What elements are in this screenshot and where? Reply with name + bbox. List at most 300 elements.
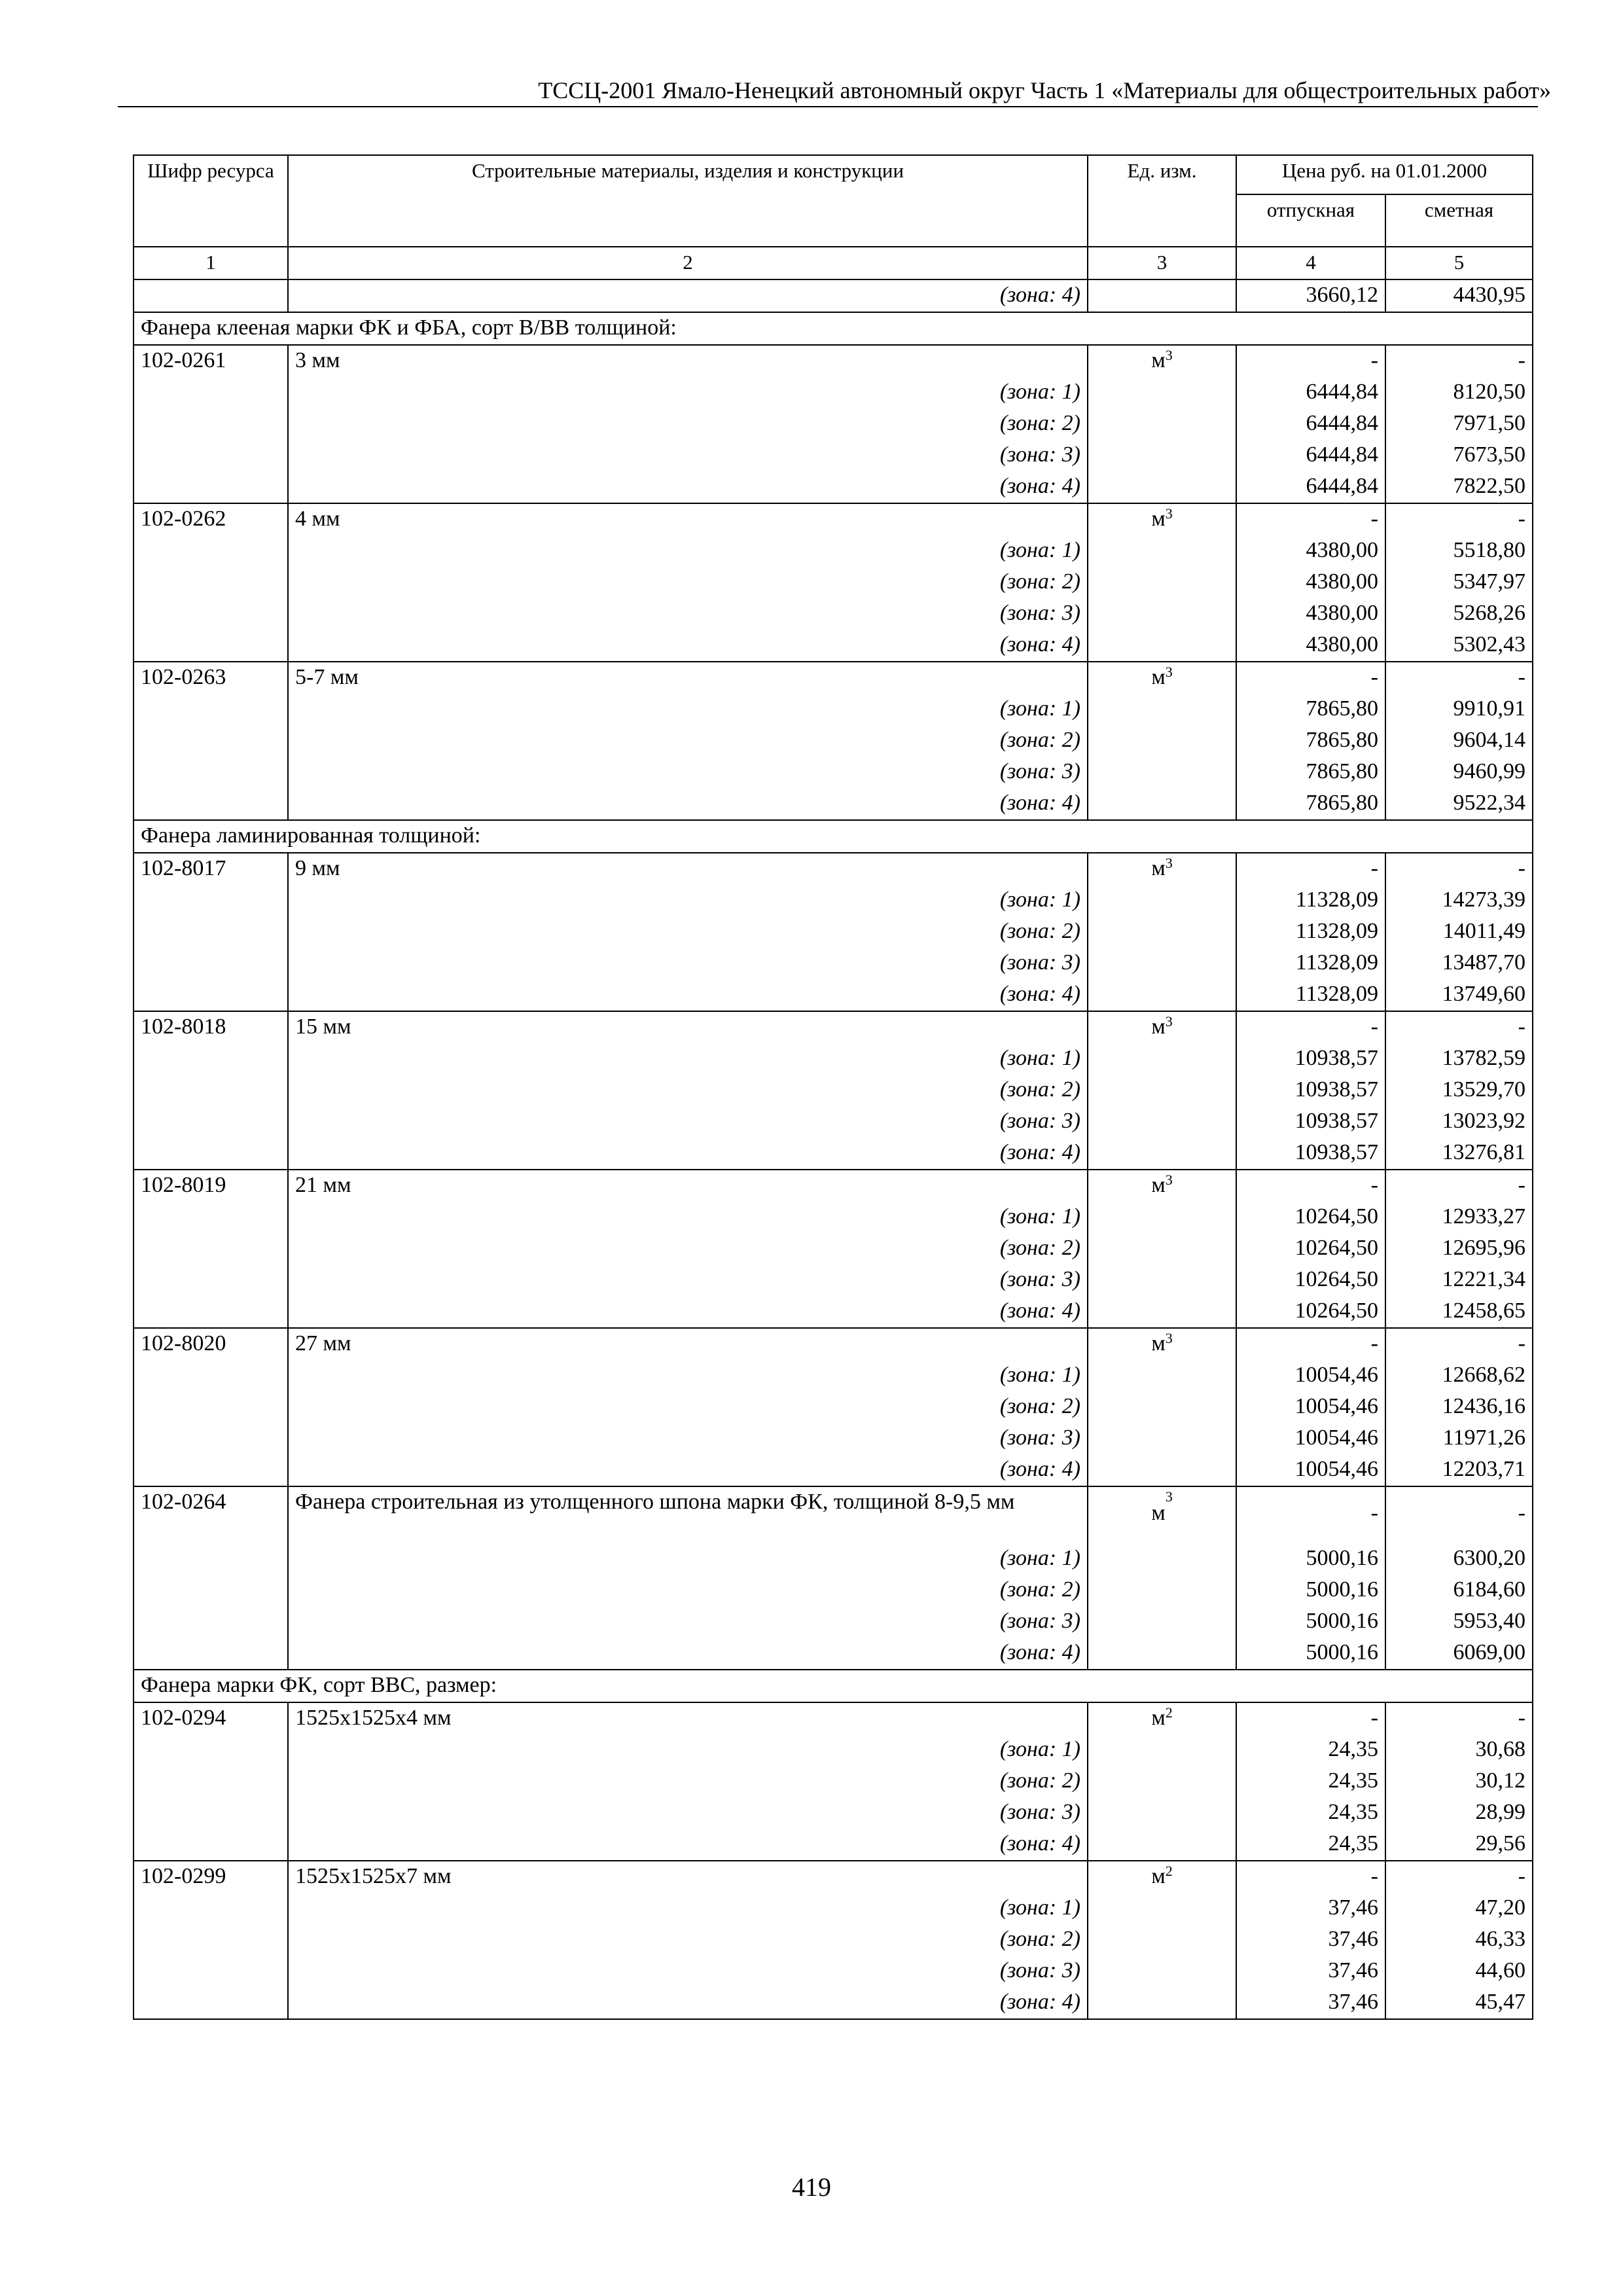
zone-price-row [134, 1265, 1533, 1296]
zone-price-row [134, 1360, 1533, 1391]
header-name: Строительные материалы, изделия и конструкции [288, 155, 1088, 247]
unit-cell [1088, 1797, 1236, 1829]
resource-code-cell [134, 440, 288, 471]
resource-code-cell [134, 1734, 288, 1766]
resource-row [134, 1011, 1533, 1043]
unit-cell [1088, 1734, 1236, 1766]
unit-power: 3 [1165, 1330, 1173, 1346]
release-price: - [1236, 503, 1385, 535]
release-price: - [1236, 1702, 1385, 1734]
release-price: - [1236, 662, 1385, 694]
resource-row [134, 1328, 1533, 1360]
unit-symbol: м [1151, 348, 1166, 372]
estimate-price: 45,47 [1385, 1987, 1533, 2019]
resource-code-cell [134, 1391, 288, 1423]
zone-price-row [134, 1575, 1533, 1606]
unit-power: 3 [1165, 664, 1173, 680]
zone-price-row [134, 1829, 1533, 1861]
unit-cell [1088, 440, 1236, 471]
resource-code: 102-0264 [134, 1486, 288, 1543]
resource-row [134, 1486, 1533, 1543]
zone-label: (зона: 2) [288, 1766, 1088, 1797]
estimate-price: 12458,65 [1385, 1296, 1533, 1328]
zone-label: (зона: 4) [288, 1987, 1088, 2019]
unit-cell [1088, 885, 1236, 916]
release-price: 7865,80 [1236, 788, 1385, 820]
zone-price-row [134, 1543, 1533, 1575]
unit-cell [1088, 725, 1236, 757]
resource-code-cell [134, 598, 288, 630]
zone-label: (зона: 3) [288, 1265, 1088, 1296]
unit-cell [1088, 1924, 1236, 1956]
zone-price-row [134, 948, 1533, 979]
release-price: - [1236, 1170, 1385, 1202]
resource-code-cell [134, 1606, 288, 1638]
unit-cell [1088, 916, 1236, 948]
zone-label: (зона: 2) [288, 1575, 1088, 1606]
zone-price-row [134, 788, 1533, 820]
unit-power: 3 [1165, 505, 1173, 522]
estimate-price: - [1385, 345, 1533, 377]
zone-price-row [134, 725, 1533, 757]
zone-label: (зона: 1) [288, 1893, 1088, 1924]
resource-code-cell [134, 1202, 288, 1233]
resource-name: 1525x1525x7 мм [288, 1861, 1088, 1893]
estimate-price: 13782,59 [1385, 1043, 1533, 1075]
zone-price-row [134, 757, 1533, 788]
resource-code-cell [134, 1924, 288, 1956]
unit-of-measure [1088, 1486, 1236, 1543]
resource-code: 102-8020 [134, 1328, 288, 1360]
resource-code-cell [134, 948, 288, 979]
zone-label: (зона: 4) [288, 1454, 1088, 1486]
resource-name: 27 мм [288, 1328, 1088, 1360]
release-price: 37,46 [1236, 1987, 1385, 2019]
header-rule [118, 106, 1538, 107]
unit-symbol: м [1151, 1706, 1166, 1730]
zone-label: (зона: 2) [288, 1233, 1088, 1265]
resource-code-cell [134, 1893, 288, 1924]
zone-price-row [134, 1893, 1533, 1924]
column-number-5: 5 [1385, 247, 1533, 279]
zone-price-row [134, 630, 1533, 662]
zone-label: (зона: 3) [288, 1797, 1088, 1829]
resource-code-cell [134, 1575, 288, 1606]
header-unit: Ед. изм. [1088, 155, 1236, 247]
resource-row [134, 1861, 1533, 1893]
resource-code-cell [134, 788, 288, 820]
resource-code-cell [134, 1797, 288, 1829]
zone-price-row [134, 279, 1533, 312]
zone-price-row [134, 1202, 1533, 1233]
estimate-price: - [1385, 1011, 1533, 1043]
estimate-price: 47,20 [1385, 1893, 1533, 1924]
resource-name: 5-7 мм [288, 662, 1088, 694]
zone-label: (зона: 4) [288, 1829, 1088, 1861]
zone-price-row [134, 1956, 1533, 1987]
resource-code-cell [134, 1638, 288, 1670]
unit-cell [1088, 1543, 1236, 1575]
estimate-price: 13529,70 [1385, 1075, 1533, 1106]
zone-price-row [134, 916, 1533, 948]
zone-label: (зона: 1) [288, 377, 1088, 408]
estimate-price: 7822,50 [1385, 471, 1533, 503]
unit-symbol: м [1151, 1331, 1166, 1355]
estimate-price: 44,60 [1385, 1956, 1533, 1987]
estimate-price: 6300,20 [1385, 1543, 1533, 1575]
unit-cell [1088, 1233, 1236, 1265]
zone-price-row [134, 1075, 1533, 1106]
zone-price-row [134, 1766, 1533, 1797]
column-number-3: 3 [1088, 247, 1236, 279]
zone-label: (зона: 3) [288, 1423, 1088, 1454]
zone-price-row [134, 1391, 1533, 1423]
zone-label: (зона: 2) [288, 567, 1088, 598]
zone-price-row [134, 567, 1533, 598]
unit-of-measure [1088, 1861, 1236, 1893]
running-header: ТССЦ-2001 Ямало-Ненецкий автономный округ Часть 1 «Материалы для общестроительных работ» [538, 77, 1551, 103]
resource-code-cell [134, 1265, 288, 1296]
resource-code-cell [134, 567, 288, 598]
group-heading: Фанера клееная марки ФК и ФБА, сорт В/ВВ толщиной: [134, 312, 1533, 345]
zone-price-row [134, 1924, 1533, 1956]
release-price: 10264,50 [1236, 1202, 1385, 1233]
zone-price-row [134, 1296, 1533, 1328]
zone-price-row [134, 694, 1533, 725]
resource-code-cell [134, 408, 288, 440]
resource-code-cell [134, 1766, 288, 1797]
resource-code-cell [134, 1987, 288, 2019]
estimate-price: 5518,80 [1385, 535, 1533, 567]
resource-code-cell [134, 535, 288, 567]
estimate-price: 28,99 [1385, 1797, 1533, 1829]
resource-code-cell [134, 979, 288, 1011]
release-price: 37,46 [1236, 1956, 1385, 1987]
unit-cell [1088, 279, 1236, 312]
unit-cell [1088, 1106, 1236, 1138]
resource-code-cell [134, 1543, 288, 1575]
estimate-price: - [1385, 1170, 1533, 1202]
estimate-price: 5347,97 [1385, 567, 1533, 598]
release-price: 37,46 [1236, 1893, 1385, 1924]
release-price: 10264,50 [1236, 1233, 1385, 1265]
zone-label: (зона: 2) [288, 725, 1088, 757]
estimate-price: - [1385, 662, 1533, 694]
release-price: 4380,00 [1236, 567, 1385, 598]
estimate-price: 13749,60 [1385, 979, 1533, 1011]
resource-code-cell [134, 1043, 288, 1075]
zone-label: (зона: 3) [288, 598, 1088, 630]
release-price: 6444,84 [1236, 408, 1385, 440]
zone-label: (зона: 3) [288, 1106, 1088, 1138]
unit-cell [1088, 1138, 1236, 1170]
estimate-price: 12668,62 [1385, 1360, 1533, 1391]
unit-cell [1088, 1265, 1236, 1296]
resource-code-cell [134, 725, 288, 757]
release-price: 10054,46 [1236, 1454, 1385, 1486]
zone-label: (зона: 1) [288, 1043, 1088, 1075]
estimate-price: - [1385, 853, 1533, 885]
unit-of-measure [1088, 1170, 1236, 1202]
zone-price-row [134, 1734, 1533, 1766]
column-number-1: 1 [134, 247, 288, 279]
unit-cell [1088, 1575, 1236, 1606]
unit-cell [1088, 1987, 1236, 2019]
group-heading-row [134, 820, 1533, 853]
unit-symbol: м [1151, 1501, 1166, 1525]
zone-label: (зона: 4) [288, 279, 1088, 312]
zone-label: (зона: 1) [288, 1360, 1088, 1391]
release-price: 7865,80 [1236, 757, 1385, 788]
estimate-price: 7673,50 [1385, 440, 1533, 471]
estimate-price: 11971,26 [1385, 1423, 1533, 1454]
estimate-price: 30,12 [1385, 1766, 1533, 1797]
resource-name: Фанера строительная из утолщенного шпона марки ФК, толщиной 8-9,5 мм [288, 1486, 1088, 1543]
resource-code: 102-0263 [134, 662, 288, 694]
resource-code: 102-8018 [134, 1011, 288, 1043]
estimate-price: 8120,50 [1385, 377, 1533, 408]
unit-cell [1088, 1075, 1236, 1106]
zone-price-row [134, 1423, 1533, 1454]
unit-cell [1088, 535, 1236, 567]
unit-of-measure [1088, 1011, 1236, 1043]
unit-cell [1088, 1606, 1236, 1638]
release-price: 10938,57 [1236, 1075, 1385, 1106]
zone-label: (зона: 3) [288, 948, 1088, 979]
unit-cell [1088, 1638, 1236, 1670]
zone-label: (зона: 4) [288, 1138, 1088, 1170]
estimate-price: 13487,70 [1385, 948, 1533, 979]
zone-label: (зона: 3) [288, 1606, 1088, 1638]
release-price: 10054,46 [1236, 1423, 1385, 1454]
zone-price-row [134, 1797, 1533, 1829]
zone-label: (зона: 1) [288, 1202, 1088, 1233]
zone-price-row [134, 1987, 1533, 2019]
resource-code-cell [134, 1454, 288, 1486]
unit-cell [1088, 377, 1236, 408]
release-price: 37,46 [1236, 1924, 1385, 1956]
release-price: 7865,80 [1236, 725, 1385, 757]
table-body [134, 279, 1533, 2019]
zone-price-row [134, 1233, 1533, 1265]
estimate-price: 9604,14 [1385, 725, 1533, 757]
zone-label: (зона: 3) [288, 1956, 1088, 1987]
estimate-price: 5302,43 [1385, 630, 1533, 662]
zone-price-row [134, 885, 1533, 916]
release-price: - [1236, 1486, 1385, 1543]
zone-price-row [134, 1638, 1533, 1670]
estimate-price: 12203,71 [1385, 1454, 1533, 1486]
unit-symbol: м [1151, 507, 1166, 531]
resource-code-cell [134, 1138, 288, 1170]
zone-label: (зона: 1) [288, 885, 1088, 916]
release-price: 11328,09 [1236, 979, 1385, 1011]
zone-label: (зона: 3) [288, 440, 1088, 471]
zone-label: (зона: 1) [288, 1543, 1088, 1575]
release-price: 10054,46 [1236, 1391, 1385, 1423]
zone-label: (зона: 4) [288, 471, 1088, 503]
zone-price-row [134, 979, 1533, 1011]
zone-label: (зона: 2) [288, 916, 1088, 948]
zone-label: (зона: 1) [288, 694, 1088, 725]
unit-power: 2 [1165, 1863, 1173, 1879]
release-price: 7865,80 [1236, 694, 1385, 725]
estimate-price: - [1385, 503, 1533, 535]
resource-code-cell [134, 916, 288, 948]
resource-code-cell [134, 1956, 288, 1987]
unit-power: 3 [1165, 855, 1173, 871]
unit-power: 3 [1165, 347, 1173, 363]
resource-code-cell [134, 757, 288, 788]
release-price: 10264,50 [1236, 1265, 1385, 1296]
unit-symbol: м [1151, 665, 1166, 689]
release-price: 10054,46 [1236, 1360, 1385, 1391]
resource-name: 15 мм [288, 1011, 1088, 1043]
release-price: 24,35 [1236, 1766, 1385, 1797]
release-price: - [1236, 345, 1385, 377]
release-price: 10938,57 [1236, 1138, 1385, 1170]
unit-cell [1088, 1391, 1236, 1423]
estimate-price: - [1385, 1702, 1533, 1734]
estimate-price: 6184,60 [1385, 1575, 1533, 1606]
unit-symbol: м [1151, 1014, 1166, 1039]
estimate-price: 7971,50 [1385, 408, 1533, 440]
resource-row [134, 853, 1533, 885]
resource-name: 9 мм [288, 853, 1088, 885]
resource-code-cell [134, 1075, 288, 1106]
unit-cell [1088, 471, 1236, 503]
resource-code-cell [134, 694, 288, 725]
zone-price-row [134, 440, 1533, 471]
resource-code-cell [134, 471, 288, 503]
zone-label: (зона: 4) [288, 788, 1088, 820]
zone-label: (зона: 1) [288, 535, 1088, 567]
unit-cell [1088, 1829, 1236, 1861]
resource-code: 102-0299 [134, 1861, 288, 1893]
unit-cell [1088, 979, 1236, 1011]
unit-cell [1088, 567, 1236, 598]
estimate-price: 9522,34 [1385, 788, 1533, 820]
zone-price-row [134, 598, 1533, 630]
price-table [133, 154, 1533, 2020]
zone-label: (зона: 2) [288, 408, 1088, 440]
resource-code-cell [134, 885, 288, 916]
group-heading-row [134, 312, 1533, 345]
unit-cell [1088, 1043, 1236, 1075]
group-heading: Фанера марки ФК, сорт ВВС, размер: [134, 1670, 1533, 1702]
estimate-price: - [1385, 1861, 1533, 1893]
estimate-price: 5953,40 [1385, 1606, 1533, 1638]
release-price: 4380,00 [1236, 630, 1385, 662]
release-price: - [1236, 1011, 1385, 1043]
zone-price-row [134, 1043, 1533, 1075]
zone-price-row [134, 1138, 1533, 1170]
estimate-price: 9460,99 [1385, 757, 1533, 788]
estimate-price: 30,68 [1385, 1734, 1533, 1766]
page-number: 419 [792, 2172, 831, 2202]
group-heading-row [134, 1670, 1533, 1702]
release-price: 11328,09 [1236, 916, 1385, 948]
estimate-price: - [1385, 1328, 1533, 1360]
resource-code-cell [134, 377, 288, 408]
release-price: 6444,84 [1236, 440, 1385, 471]
release-price: - [1236, 1328, 1385, 1360]
release-price: 11328,09 [1236, 885, 1385, 916]
unit-cell [1088, 1296, 1236, 1328]
zone-price-row [134, 377, 1533, 408]
unit-cell [1088, 757, 1236, 788]
column-number-4: 4 [1236, 247, 1385, 279]
resource-code-cell [134, 630, 288, 662]
unit-cell [1088, 1454, 1236, 1486]
unit-symbol: м [1151, 1864, 1166, 1888]
unit-cell [1088, 948, 1236, 979]
release-price: 6444,84 [1236, 471, 1385, 503]
resource-row [134, 1170, 1533, 1202]
resource-code-cell [134, 1829, 288, 1861]
release-price: 10938,57 [1236, 1106, 1385, 1138]
resource-code-cell [134, 1423, 288, 1454]
zone-price-row [134, 471, 1533, 503]
unit-power: 3 [1165, 1013, 1173, 1030]
zone-label: (зона: 3) [288, 757, 1088, 788]
resource-row [134, 503, 1533, 535]
unit-symbol: м [1151, 856, 1166, 880]
estimate-price: 12221,34 [1385, 1265, 1533, 1296]
unit-cell [1088, 1766, 1236, 1797]
resource-code-cell [134, 279, 288, 312]
resource-code: 102-0262 [134, 503, 288, 535]
resource-code-cell [134, 1106, 288, 1138]
unit-cell [1088, 1360, 1236, 1391]
release-price: 24,35 [1236, 1797, 1385, 1829]
estimate-price: 12933,27 [1385, 1202, 1533, 1233]
resource-row [134, 345, 1533, 377]
unit-cell [1088, 1423, 1236, 1454]
estimate-price: 12695,96 [1385, 1233, 1533, 1265]
unit-of-measure [1088, 345, 1236, 377]
unit-cell [1088, 1893, 1236, 1924]
column-number-2: 2 [288, 247, 1088, 279]
resource-code-cell [134, 1233, 288, 1265]
zone-price-row [134, 1106, 1533, 1138]
unit-cell [1088, 598, 1236, 630]
resource-name: 3 мм [288, 345, 1088, 377]
estimate-price: 12436,16 [1385, 1391, 1533, 1423]
release-price: 5000,16 [1236, 1543, 1385, 1575]
unit-of-measure [1088, 503, 1236, 535]
table-header [134, 155, 1533, 279]
unit-cell [1088, 630, 1236, 662]
unit-of-measure [1088, 1328, 1236, 1360]
header-release-price: отпускная [1236, 194, 1385, 247]
release-price: 4380,00 [1236, 535, 1385, 567]
unit-cell [1088, 408, 1236, 440]
release-price: 10938,57 [1236, 1043, 1385, 1075]
zone-label: (зона: 2) [288, 1391, 1088, 1423]
unit-cell [1088, 694, 1236, 725]
zone-price-row [134, 1606, 1533, 1638]
estimate-price: 5268,26 [1385, 598, 1533, 630]
unit-power: 3 [1165, 1488, 1173, 1505]
release-price: 24,35 [1236, 1734, 1385, 1766]
estimate-price: 46,33 [1385, 1924, 1533, 1956]
header-code: Шифр ресурса [134, 155, 288, 247]
unit-power: 2 [1165, 1704, 1173, 1721]
zone-label: (зона: 4) [288, 979, 1088, 1011]
unit-of-measure [1088, 662, 1236, 694]
estimate-price: - [1385, 1486, 1533, 1543]
